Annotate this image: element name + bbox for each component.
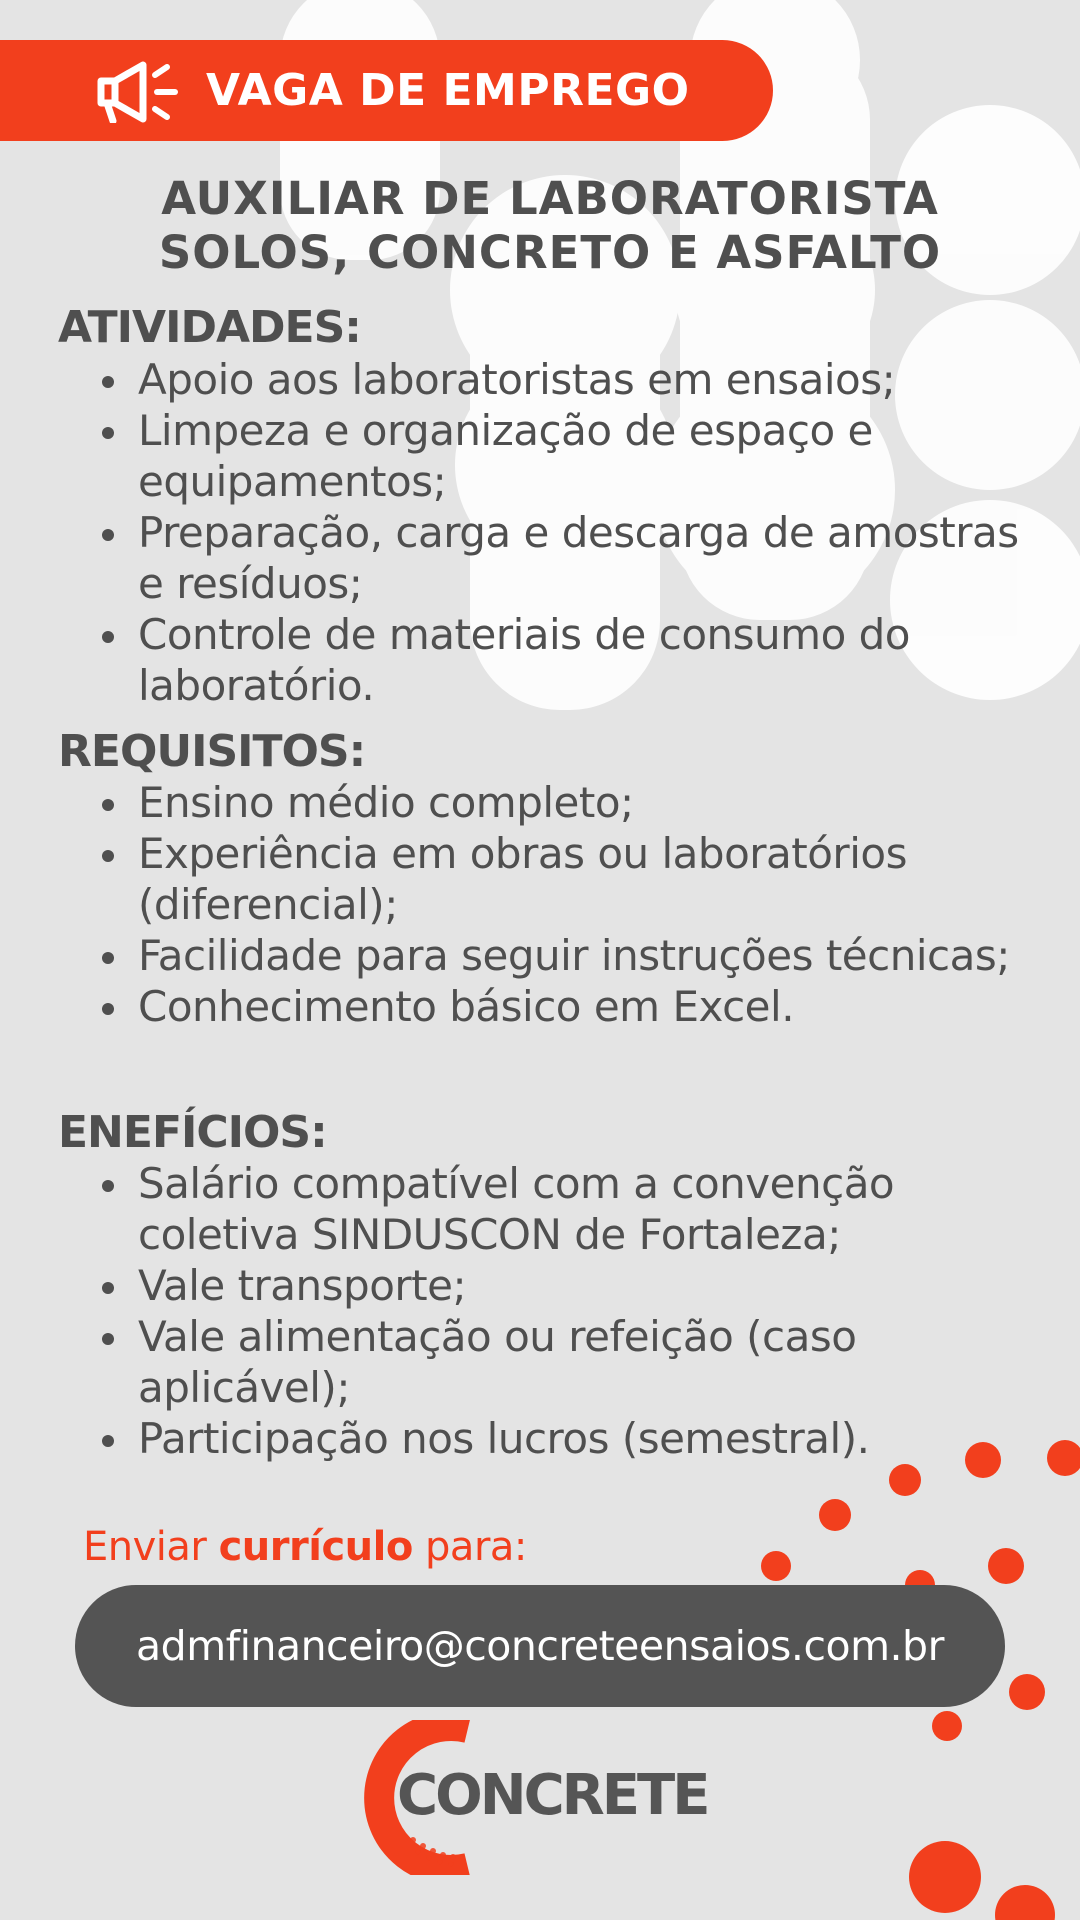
benefits-heading: ENEFÍCIOS: bbox=[58, 1107, 327, 1158]
list-item: Participação nos lucros (semestral). bbox=[80, 1413, 1040, 1464]
list-item: Experiência em obras ou laboratórios (diferencial); bbox=[80, 828, 1040, 930]
activities-heading: ATIVIDADES: bbox=[58, 302, 361, 353]
send-emphasis: currículo bbox=[218, 1524, 413, 1570]
list-item: Ensino médio completo; bbox=[80, 777, 1040, 828]
job-title-line-1: AUXILIAR DE LABORATORISTA bbox=[161, 172, 939, 225]
header-title: VAGA DE EMPREGO bbox=[206, 65, 690, 116]
concrete-logo-text: CONCRETE bbox=[397, 1763, 708, 1828]
send-suffix: para: bbox=[412, 1524, 527, 1570]
benefits-list bbox=[80, 1158, 1040, 1464]
job-title-line-2: SOLOS, CONCRETO E ASFALTO bbox=[158, 226, 942, 279]
header-banner bbox=[0, 40, 773, 141]
list-item: Apoio aos laboratoristas em ensaios; bbox=[80, 354, 1040, 405]
list-item: Conhecimento básico em Excel. bbox=[80, 981, 1040, 1032]
list-item: Vale transporte; bbox=[80, 1260, 1040, 1311]
job-title bbox=[0, 172, 1080, 280]
email-address-link[interactable]: admfinanceiro@concreteensaios.com.br bbox=[75, 1585, 1005, 1707]
megaphone-icon bbox=[95, 59, 181, 123]
list-item: Vale alimentação ou refeição (caso aplicável); bbox=[80, 1311, 1040, 1413]
list-item: Preparação, carga e descarga de amostras e resíduos; bbox=[80, 507, 1040, 609]
list-item: Salário compatível com a convenção coletiva SINDUSCON de Fortaleza; bbox=[80, 1158, 1040, 1260]
requirements-list bbox=[80, 777, 1040, 1032]
send-resume-label bbox=[83, 1524, 527, 1570]
list-item: Facilidade para seguir instruções técnicas; bbox=[80, 930, 1040, 981]
activities-list bbox=[80, 354, 1040, 711]
list-item: Controle de materiais de consumo do laboratório. bbox=[80, 609, 1040, 711]
list-item: Limpeza e organização de espaço e equipamentos; bbox=[80, 405, 1040, 507]
requirements-heading: REQUISITOS: bbox=[58, 726, 366, 777]
send-prefix: Enviar bbox=[83, 1524, 219, 1570]
